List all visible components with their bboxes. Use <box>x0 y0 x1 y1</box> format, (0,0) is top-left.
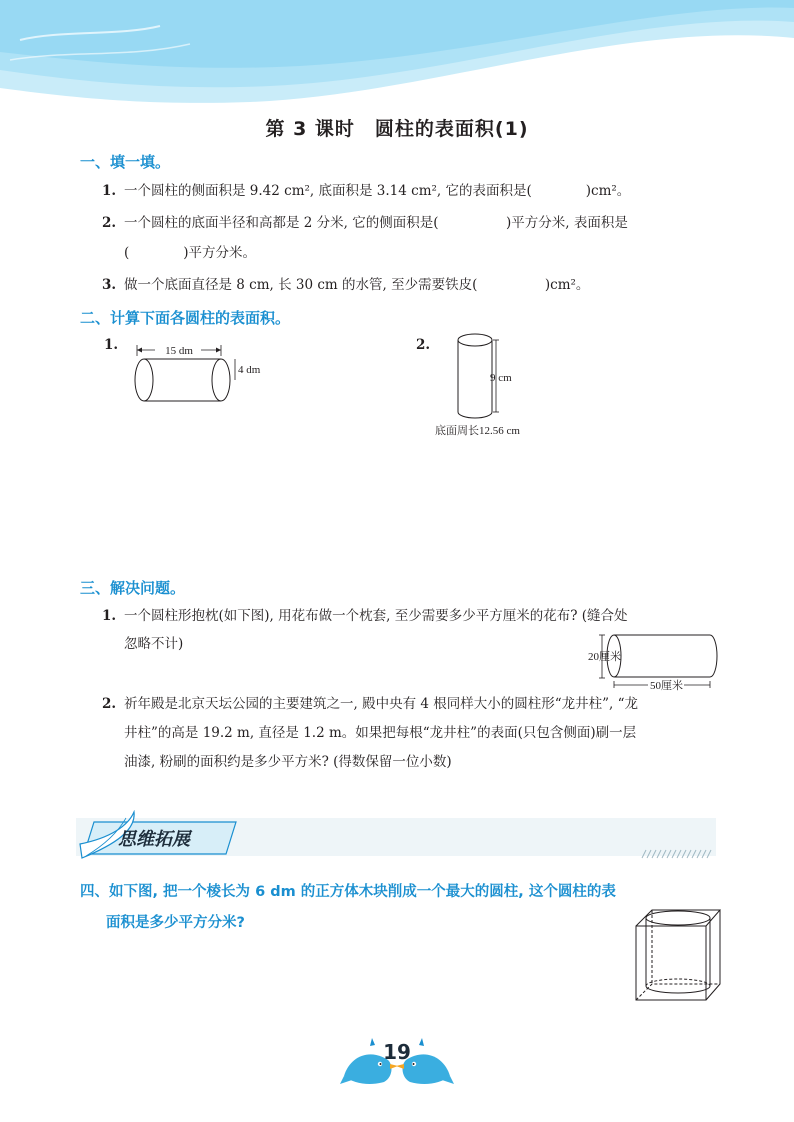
s1-question-2-cont: ( )平方分米。 <box>124 245 257 261</box>
extension-question: 四、如下图, 把一个棱长为 6 dm 的正方体木块削成一个最大的圆柱, 这个圆柱的表 <box>80 884 616 900</box>
figure-number: 1. <box>104 337 119 353</box>
question-text: 一个圆柱的底面半径和高都是 2 分米, 它的侧面积是( )平方分米, 表面积是 <box>124 215 628 231</box>
question-text: 一个圆柱形抱枕(如下图), 用花布做一个枕套, 至少需要多少平方厘米的花布? (缝合处 <box>124 608 628 624</box>
s3-question-2-cont: 井柱”的高是 19.2 m, 直径是 1.2 m。如果把每根“龙井柱”的表面(只包含侧面)刷一层 <box>124 725 637 741</box>
height-label: 9 cm <box>490 372 512 384</box>
extension-banner-label: 思维拓展 <box>118 829 190 850</box>
extension-question-cont: 面积是多少平方分米? <box>106 915 245 931</box>
question-number: 3. <box>102 277 117 293</box>
s3-question-1 <box>102 606 628 626</box>
pillow-length-label: 50厘米 <box>650 680 683 692</box>
header-wave-banner <box>0 0 794 110</box>
s1-question-3 <box>102 275 589 295</box>
base-circumference-caption: 底面周长12.56 cm <box>435 425 520 437</box>
s1-question-1 <box>102 181 630 201</box>
vertical-cylinder-figure <box>430 328 560 443</box>
cube-cylinder-figure <box>632 904 722 1004</box>
length-label: 15 dm <box>165 345 193 357</box>
section3-heading: 三、解决问题。 <box>80 579 186 597</box>
s3-question-1-cont: 忽略不计) <box>124 636 184 652</box>
section2-heading: 二、计算下面各圆柱的表面积。 <box>80 309 291 327</box>
page-title: 第 3 课时 圆柱的表面积(1) <box>265 118 529 140</box>
pillow-diameter-label: 20厘米 <box>588 651 621 663</box>
question-text: 祈年殿是北京天坛公园的主要建筑之一, 殿中央有 4 根同样大小的圆柱形“龙井柱”, “龙 <box>124 696 639 712</box>
figure-number: 2. <box>416 337 431 353</box>
s3-question-2-cont2: 油漆, 粉刷的面积约是多少平方米? (得数保留一位小数) <box>124 754 452 770</box>
horizontal-cylinder-figure <box>125 340 285 410</box>
question-text: 一个圆柱的侧面积是 9.42 cm², 底面积是 3.14 cm², 它的表面积是( )cm²。 <box>124 183 631 199</box>
page-number: 19 <box>383 1040 411 1064</box>
pillow-cylinder-figure <box>588 630 723 692</box>
question-number: 1. <box>102 183 117 199</box>
section1-heading: 一、填一填。 <box>80 153 171 171</box>
question-number: 2. <box>102 215 117 231</box>
diameter-label: 4 dm <box>238 364 261 376</box>
s3-question-2 <box>102 694 638 714</box>
question-text: 做一个底面直径是 8 cm, 长 30 cm 的水管, 至少需要铁皮( )cm²。 <box>124 277 590 293</box>
question-number: 2. <box>102 696 117 712</box>
s1-question-2 <box>102 213 628 233</box>
question-number: 1. <box>102 608 117 624</box>
